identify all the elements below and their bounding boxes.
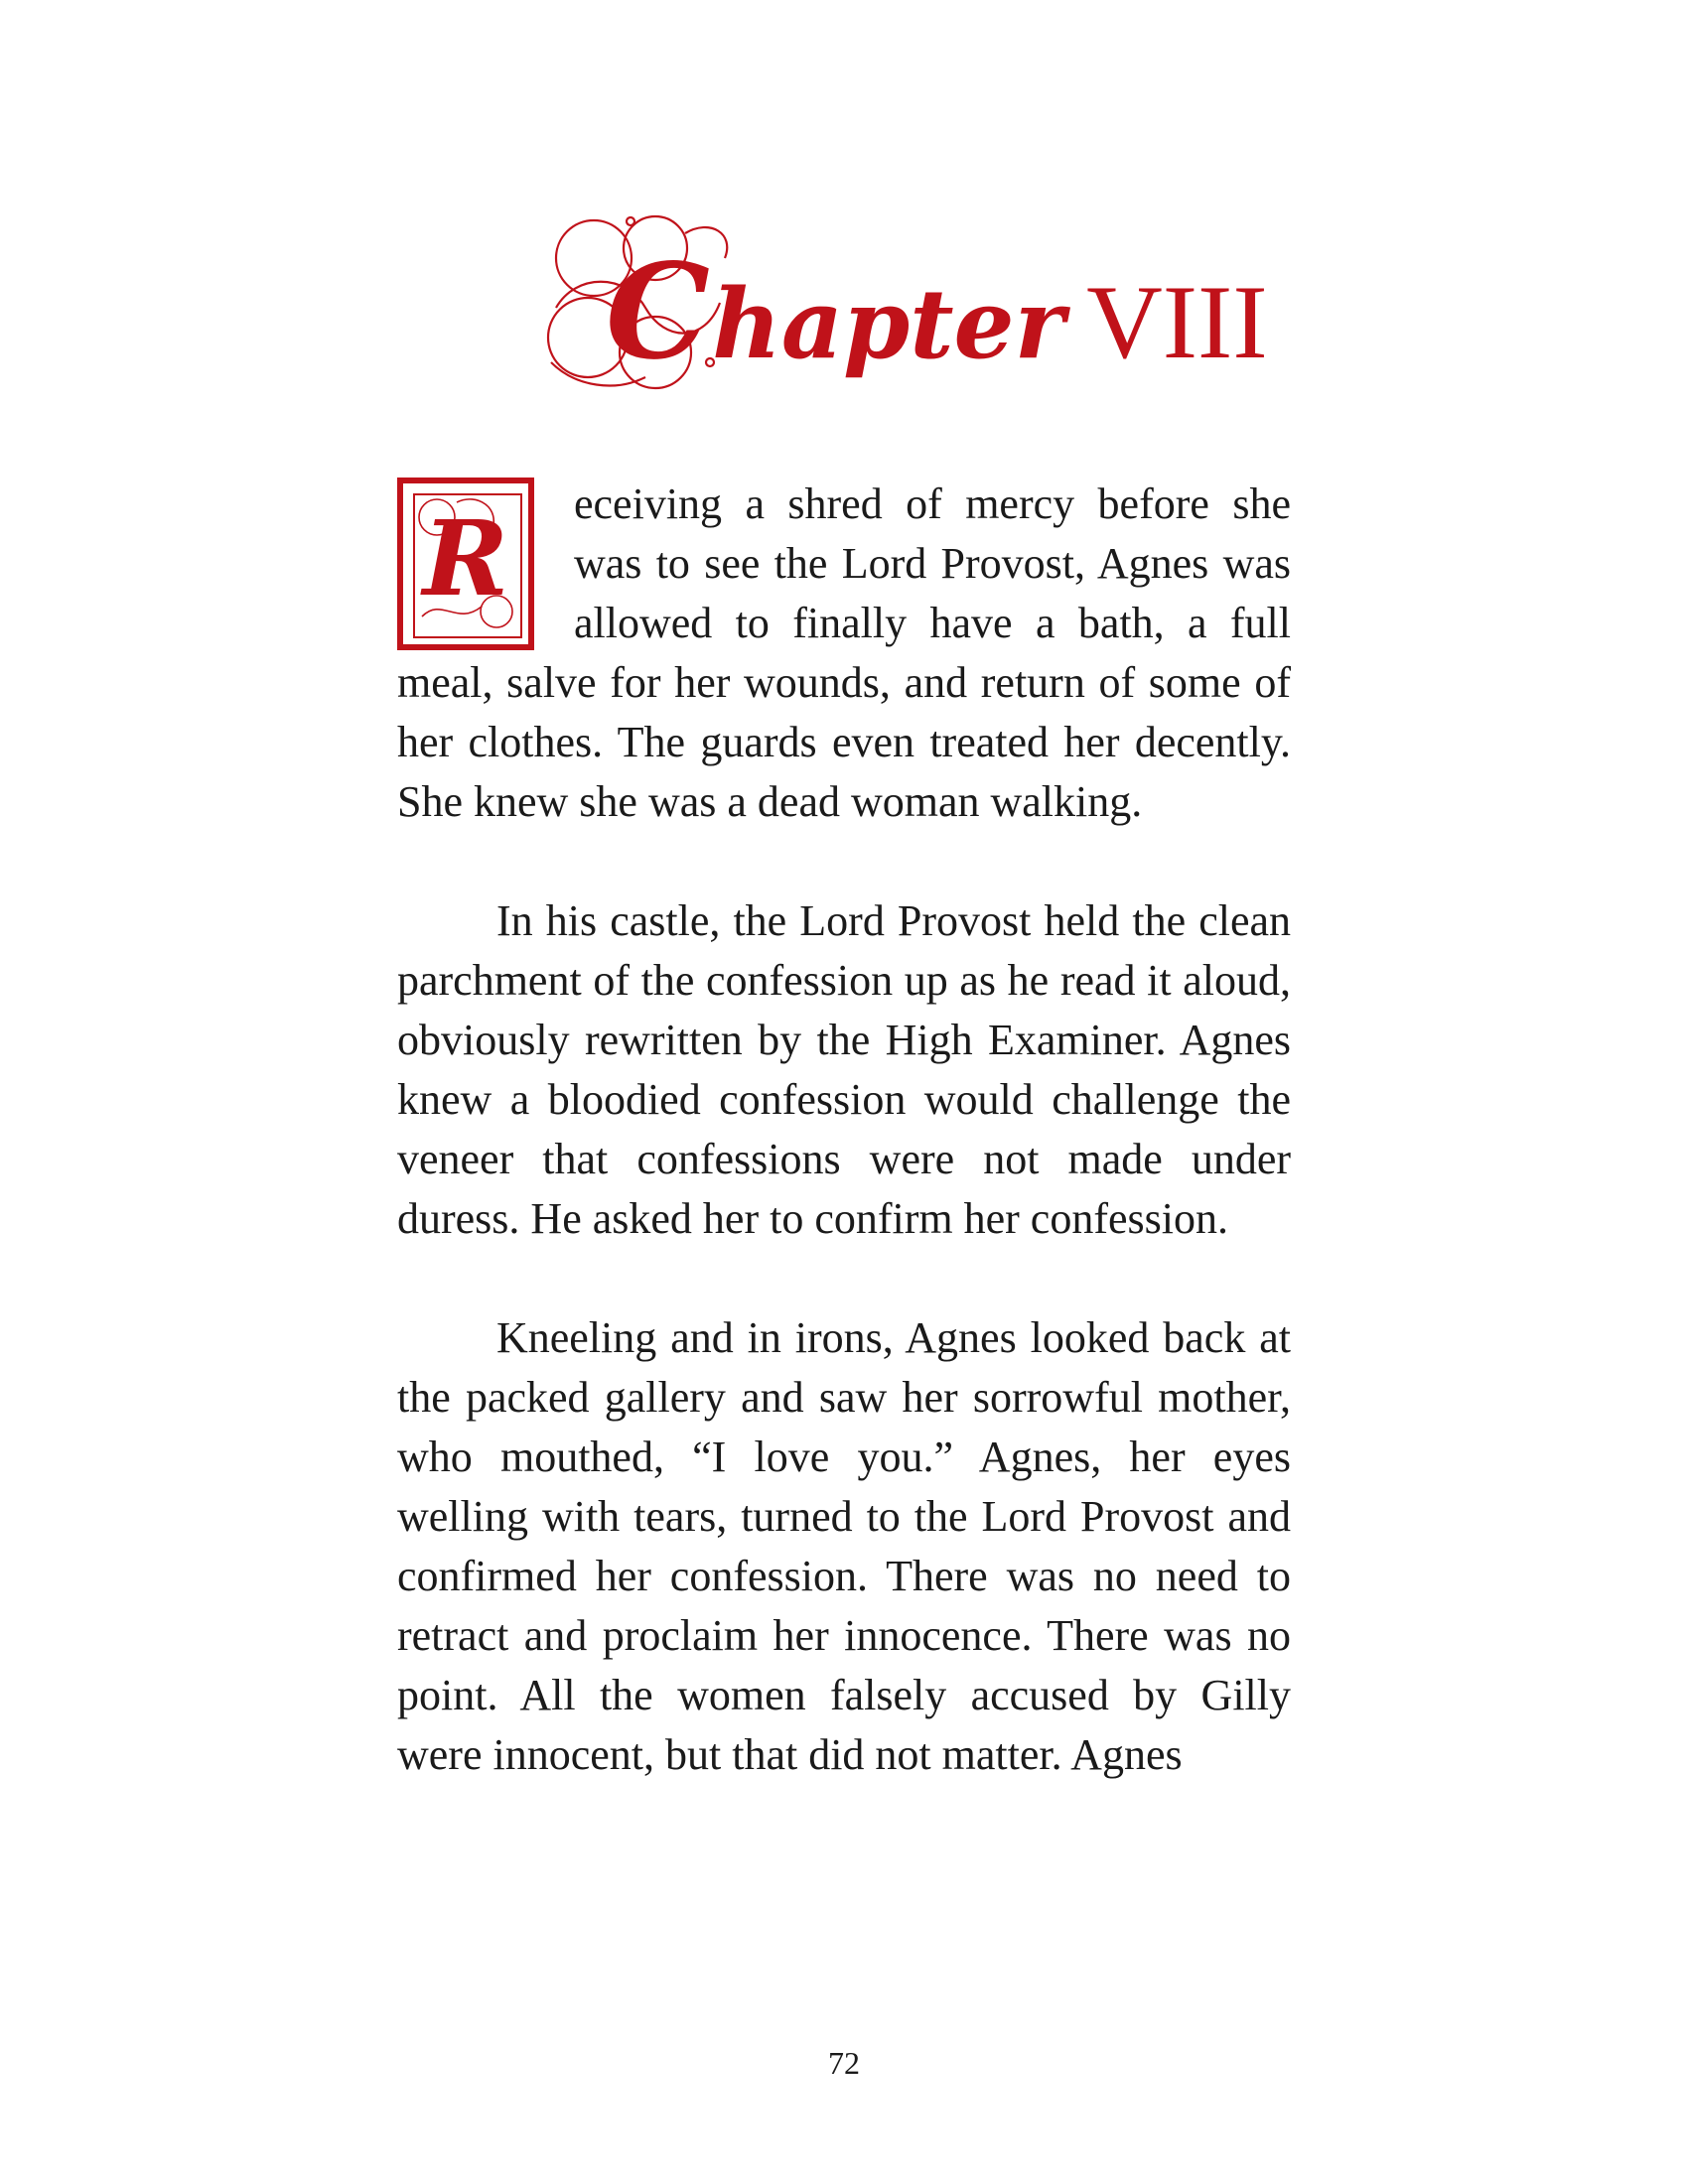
page-number: 72	[828, 2045, 860, 2081]
chapter-title	[606, 235, 1268, 389]
chapter-number: VIII	[1086, 264, 1268, 380]
chapter-title-word: hapter	[712, 268, 1065, 380]
chapter-title-initial: C	[606, 235, 711, 389]
paragraph-3: Kneeling and in irons, Agnes looked back at the packed gallery and saw her sorrowful mother, who mouthed, “I love you.” Agnes, her eyes welling with tears, turned to the Lord Provost and confirmed her confession. There was no need to retract and proclaim her innocence. There was no point. All the women falsely accused by Gilly were innocent, but that did not matter. Agnes	[397, 1313, 1291, 1779]
chapter-heading	[536, 213, 1268, 402]
paragraph-1	[397, 475, 1291, 832]
paragraph-1-text: eceiving a shred of mercy before she was to see the Lord Provost, Agnes was allowed to finally have a bath, a full meal, salve for her wounds, and return of some of her clothes. The guards even treated her decently. She knew she was a dead woman walking.	[397, 479, 1291, 826]
paragraph-2: In his castle, the Lord Provost held the clean parchment of the confession up as he read it aloud, obviously rewritten by the High Examiner. Agnes knew a bloodied confession would challenge the veneer that confessions were not made under duress. He asked her to confirm her confession.	[397, 896, 1291, 1243]
chapter-body	[397, 475, 1291, 1785]
drop-cap-letter: R	[422, 497, 509, 619]
drop-cap	[397, 478, 534, 650]
